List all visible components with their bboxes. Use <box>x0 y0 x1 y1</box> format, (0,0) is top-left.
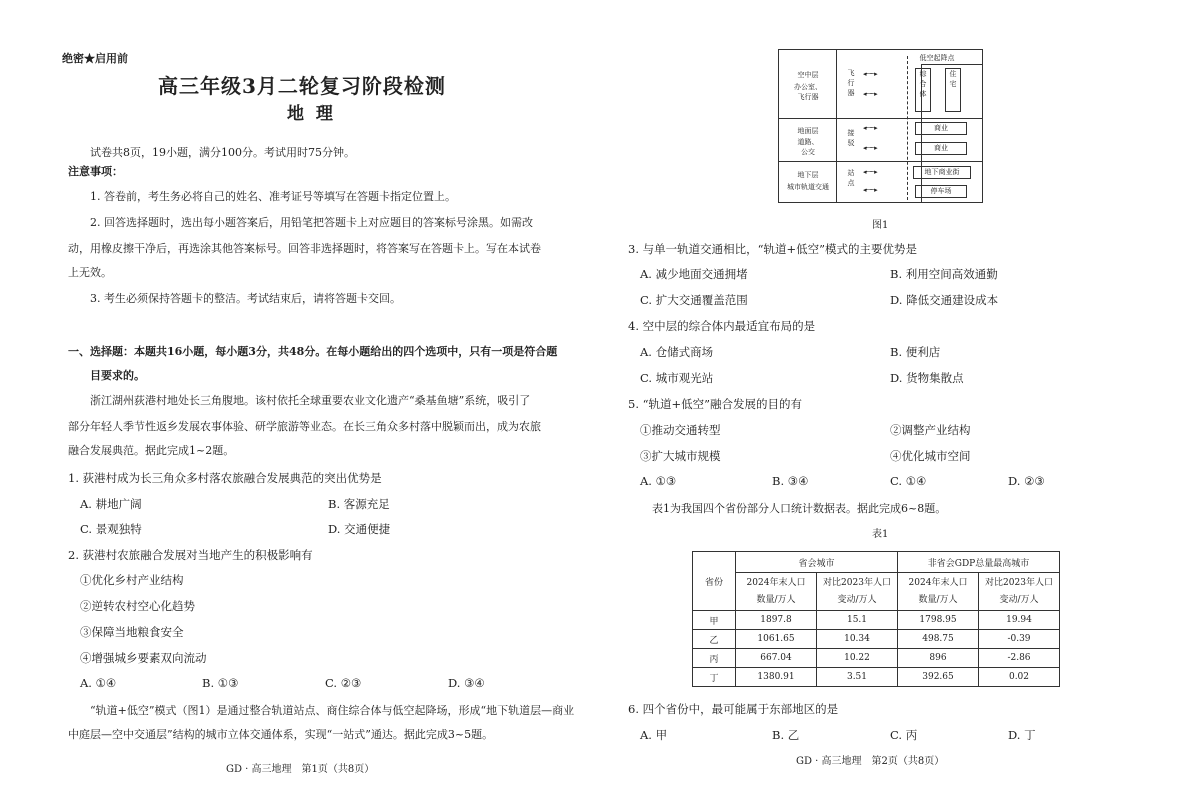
q5-option-c: C. ①④ <box>890 474 927 488</box>
figure-dashed-line <box>907 56 908 200</box>
table-row: 甲 1897.8 15.1 1798.95 19.94 <box>693 611 1060 630</box>
q5-item-4: ④优化城市空间 <box>890 449 971 463</box>
q1-option-b: B. 客源充足 <box>328 497 390 511</box>
notice-2-end: 上无效。 <box>68 266 112 279</box>
ground-arrow-1: ◂·······▸ <box>863 124 877 132</box>
section-1-heading-cont: 目要求的。 <box>90 369 145 382</box>
q4-option-d: D. 货物集散点 <box>890 371 964 385</box>
air-arrow-1: ◂·······▸ <box>863 70 877 78</box>
notice-2-cont: 动，用橡皮擦干净后，再选涂其他答案标号。回答非选择题时，将答案写在答题卡上。写在本试卷 <box>68 242 541 255</box>
figure-row-divider-2 <box>779 161 982 162</box>
passage-2-line-2: 中庭层—空中交通层”结构的城市立体交通体系，实现“一站式”通达。据此完成3~5题。 <box>68 728 494 741</box>
q4-option-c: C. 城市观光站 <box>640 371 714 385</box>
ground-layer-sub2: 公交 <box>801 148 815 156</box>
ground-layer-name: 地面层 <box>797 127 819 135</box>
page-1-footer: GD · 高三地理 第1页（共8页） <box>226 764 375 775</box>
figure-top-divider <box>921 64 982 65</box>
q3-option-c: C. 扩大交通覆盖范围 <box>640 293 748 307</box>
under-layer-name: 地下层 <box>797 171 819 179</box>
parking-box: 停车场 <box>915 185 967 198</box>
group-capital: 省会城市 <box>736 552 898 573</box>
q4-stem: 4. 空中层的综合体内最适宜布局的是 <box>628 319 816 333</box>
air-layer-sub1: 办公室、 <box>794 83 822 91</box>
passage-1-line-1: 浙江湖州荻港村地处长三角腹地。该村依托全球重要农业文化遗产“桑基鱼塘”系统，吸引了 <box>90 394 531 407</box>
table-row: 丙 667.04 10.22 896 -2.86 <box>693 649 1060 668</box>
q3-option-b: B. 利用空间高效通勤 <box>890 267 998 281</box>
underground-street-box: 地下商业街 <box>913 166 971 179</box>
notice-heading: 注意事项： <box>68 165 123 178</box>
subject-title: 地 理 <box>287 104 333 124</box>
low-altitude-label: 低空起降点 <box>919 54 955 62</box>
section-1-heading: 一、选择题：本题共16小题，每小题3分，共48分。在每小题给出的四个选项中，只有一项是符合题 <box>68 345 558 358</box>
q5-option-d: D. ②③ <box>1008 474 1045 488</box>
under-layer-sub1: 城市轨道交通 <box>787 183 829 191</box>
header-pop-2024-noncapital: 2024年末人口 数量/万人 <box>898 573 979 611</box>
q6-option-a: A. 甲 <box>640 728 668 742</box>
q4-option-a: A. 仓储式商场 <box>640 345 714 359</box>
air-layer-mid: 飞 行 器 <box>847 69 855 97</box>
ground-layer-sub1: 道路、 <box>797 138 819 146</box>
air-layer-sub2: 飞行器 <box>797 93 819 101</box>
q2-item-1: ①优化乡村产业结构 <box>80 573 184 587</box>
q3-option-a: A. 减少地面交通拥堵 <box>640 267 748 281</box>
complex-box: 综 合 体 <box>915 68 931 112</box>
q1-stem: 1. 荻港村成为长三角众多村落农旅融合发展典范的突出优势是 <box>68 471 382 485</box>
q5-option-a: A. ①③ <box>640 474 677 488</box>
q3-option-d: D. 降低交通建设成本 <box>890 293 999 307</box>
figure-1-caption: 图1 <box>872 220 889 231</box>
figure-column-divider-1 <box>836 50 837 202</box>
passage-1-line-3: 融合发展典范。据此完成1~2题。 <box>68 444 235 457</box>
table-intro: 表1为我国四个省份部分人口统计数据表。据此完成6~8题。 <box>652 502 947 515</box>
q6-option-d: D. 丁 <box>1008 728 1036 742</box>
q5-item-1: ①推动交通转型 <box>640 423 721 437</box>
ground-layer-mid: 接 驳 <box>847 129 855 147</box>
figure-row-divider-1 <box>779 118 982 119</box>
q1-option-a: A. 耕地广阔 <box>80 497 142 511</box>
q2-option-a: A. ①④ <box>80 676 117 690</box>
notice-1: 1. 答卷前，考生务必将自己的姓名、准考证号等填写在答题卡指定位置上。 <box>90 190 456 203</box>
air-layer-name: 空中层 <box>797 71 819 79</box>
commerce-box-1: 商业 <box>915 122 967 135</box>
group-non-capital: 非省会GDP总量最高城市 <box>898 552 1060 573</box>
header-pop-2024-capital: 2024年末人口 数量/万人 <box>736 573 817 611</box>
header-change-capital: 对比2023年人口 变动/万人 <box>817 573 898 611</box>
q5-stem: 5. “轨道+低空”融合发展的目的有 <box>628 397 803 411</box>
residence-box: 住 宅 <box>945 68 961 112</box>
under-arrow-1: ◂·······▸ <box>863 168 877 176</box>
table-1-caption: 表1 <box>872 529 889 540</box>
secret-label: 绝密★启用前 <box>62 52 128 65</box>
q2-option-c: C. ②③ <box>325 676 362 690</box>
q2-stem: 2. 荻港村农旅融合发展对当地产生的积极影响有 <box>68 548 313 562</box>
header-change-noncapital: 对比2023年人口 变动/万人 <box>979 573 1060 611</box>
page-2-footer: GD · 高三地理 第2页（共8页） <box>796 756 945 767</box>
q2-option-b: B. ①③ <box>202 676 239 690</box>
q5-option-b: B. ③④ <box>772 474 809 488</box>
air-arrow-2: ◂·······▸ <box>863 90 877 98</box>
q2-item-4: ④增强城乡要素双向流动 <box>80 651 207 665</box>
q3-stem: 3. 与单一轨道交通相比，“轨道+低空”模式的主要优势是 <box>628 242 918 256</box>
population-table <box>692 551 1060 687</box>
exam-title: 高三年级3月二轮复习阶段检测 <box>158 74 446 98</box>
table-row: 丁 1380.91 3.51 392.65 0.02 <box>693 668 1060 687</box>
passage-1-line-2: 部分年轻人季节性返乡发展农事体验、研学旅游等业态。在长三角众多村落中脱颖而出，成为农旅 <box>68 420 541 433</box>
table-row: 乙 1061.65 10.34 498.75 -0.39 <box>693 630 1060 649</box>
ground-arrow-2: ◂·······▸ <box>863 144 877 152</box>
q5-item-2: ②调整产业结构 <box>890 423 971 437</box>
q2-option-d: D. ③④ <box>448 676 485 690</box>
col-province: 省份 <box>693 552 736 611</box>
passage-2-line-1: “轨道+低空”模式（图1）是通过整合轨道站点、商住综合体与低空起降场，形成“地下轨道层—商业 <box>90 704 575 717</box>
q6-option-c: C. 丙 <box>890 728 918 742</box>
commerce-box-2: 商业 <box>915 142 967 155</box>
q1-option-d: D. 交通便捷 <box>328 522 391 536</box>
notice-3: 3. 考生必须保持答题卡的整洁。考试结束后，请将答题卡交回。 <box>90 292 401 305</box>
q6-stem: 6. 四个省份中，最可能属于东部地区的是 <box>628 702 839 716</box>
q4-option-b: B. 便利店 <box>890 345 941 359</box>
q2-item-3: ③保障当地粮食安全 <box>80 625 184 639</box>
figure-1-diagram <box>778 49 983 203</box>
q6-option-b: B. 乙 <box>772 728 800 742</box>
q2-item-2: ②逆转农村空心化趋势 <box>80 599 195 613</box>
notice-2: 2. 回答选择题时，选出每小题答案后，用铅笔把答题卡上对应题目的答案标号涂黑。如需改 <box>90 216 533 229</box>
under-arrow-2: ◂·······▸ <box>863 186 877 194</box>
q1-option-c: C. 景观独特 <box>80 522 142 536</box>
q5-item-3: ③扩大城市规模 <box>640 449 721 463</box>
exam-intro: 试卷共8页，19小题，满分100分。考试用时75分钟。 <box>90 146 355 159</box>
under-layer-mid: 站 点 <box>847 169 855 187</box>
